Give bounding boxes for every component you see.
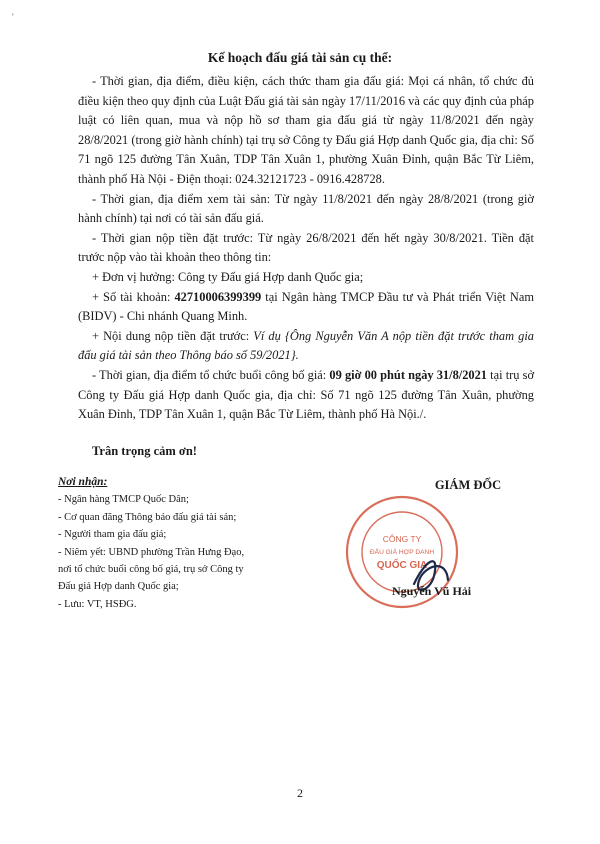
stamp-line-2: ĐẤU GIÁ HỢP DANH (369, 549, 435, 556)
recipient-item: Đấu giá Hợp danh Quốc gia; (58, 581, 179, 593)
document-body (78, 72, 534, 425)
recipient-item: - Lưu: VT, HSĐG. (58, 598, 137, 610)
recipients-block (58, 474, 348, 613)
recipient-item: - Người tham gia đấu giá; (58, 529, 167, 541)
recipient-item: - Ngân hàng TMCP Quốc Dân; (58, 494, 189, 506)
page-number: 2 (297, 786, 303, 800)
recipient-item: nơi tổ chức buổi công bố giá, trụ sở Công ty (58, 564, 244, 576)
stamp-line-1: CÔNG TY (382, 534, 422, 544)
signer-name: Nguyễn Vũ Hải (392, 584, 472, 598)
account-prefix: + Số tài khoản: (92, 289, 175, 304)
paragraph-viewing: - Thời gian, địa điểm xem tài sản: Từ ngày 11/8/2021 đến ngày 28/8/2021 (trong giờ hành chính) tại nơi có tài sản đấu giá. (78, 191, 534, 226)
announcement-time: 09 giờ 00 phút ngày 31/8/2021 (329, 367, 487, 382)
paragraph-registration: - Thời gian, địa điểm, điều kiện, cách thức tham gia đấu giá: Mọi cá nhân, tổ chức đủ điều kiện theo quy định của Luật Đấu giá tài sản ngày 17/11/2016 và các quy định của pháp luật có liên quan, mua và nộp hồ sơ tham gia đấu giá từ ngày 11/8/2021 đến ngày 28/8/2021 (trong giờ hành chính) tại trụ sở Công ty Đấu giá Hợp danh Quốc gia, địa chỉ: Số 71 ngõ 125 đường Tân Xuân, TDP Tân Xuân 1, phường Xuân Đỉnh, quận Bắc Từ Liêm, thành phố Hà Nội - Điện thoại: 024.32121723 - 0916.428728. (78, 74, 534, 186)
paragraph-announcement (78, 366, 534, 425)
stamp-line-3: QUỐC GIA (376, 560, 428, 571)
paragraph-deposit-content (78, 327, 534, 366)
paragraph-account (78, 288, 534, 327)
recipient-item: - Cơ quan đăng Thông báo đấu giá tài sản; (58, 511, 237, 523)
recipient-item: - Niêm yết: UBND phường Trần Hưng Đạo, (58, 546, 245, 558)
signature-block (348, 478, 548, 493)
announcement-place: tại trụ sở Công ty Đấu giá Hợp danh Quốc gia, địa chỉ: Số 71 ngõ 125 đường Tân Xuân, phường Xuân Đỉnh, TDP Tân Xuân 1, quận Bắc Từ Liêm, thành phố Hà Nội./. (78, 367, 534, 422)
closing-thanks: Trân trọng cảm ơn! (92, 444, 197, 458)
paragraph-beneficiary: + Đơn vị hưởng: Công ty Đấu giá Hợp danh Quốc gia; (92, 269, 364, 284)
account-bank: tại Ngân hàng TMCP Đầu tư và Phát triển Việt Nam (BIDV) - (78, 289, 535, 324)
account-number: 42710006399399 (174, 289, 262, 304)
scan-mark: ' (12, 12, 14, 22)
deposit-content-example: Ví dụ {Ông Nguyễn Văn A nộp tiền đặt trước tham gia đấu giá tài sản theo Thông báo số 59/2021}. (78, 328, 535, 363)
director-title: GIÁM ĐỐC (434, 478, 502, 492)
account-branch: Chi nhánh Quang Minh. (126, 309, 248, 324)
plan-title: Kế hoạch đấu giá tài sản cụ thể: (207, 50, 393, 65)
announcement-prefix: - Thời gian, địa điểm tổ chức buổi công bố giá: (92, 367, 330, 382)
paragraph-deposit-time: - Thời gian nộp tiền đặt trước: Từ ngày 26/8/2021 đến hết ngày 30/8/2021. Tiền đặt trước nộp vào tài khoản theo thông tin: (78, 230, 534, 265)
deposit-content-prefix: + Nội dung nộp tiền đặt trước: (92, 328, 254, 343)
recipients-heading: Nơi nhận: (58, 476, 108, 488)
